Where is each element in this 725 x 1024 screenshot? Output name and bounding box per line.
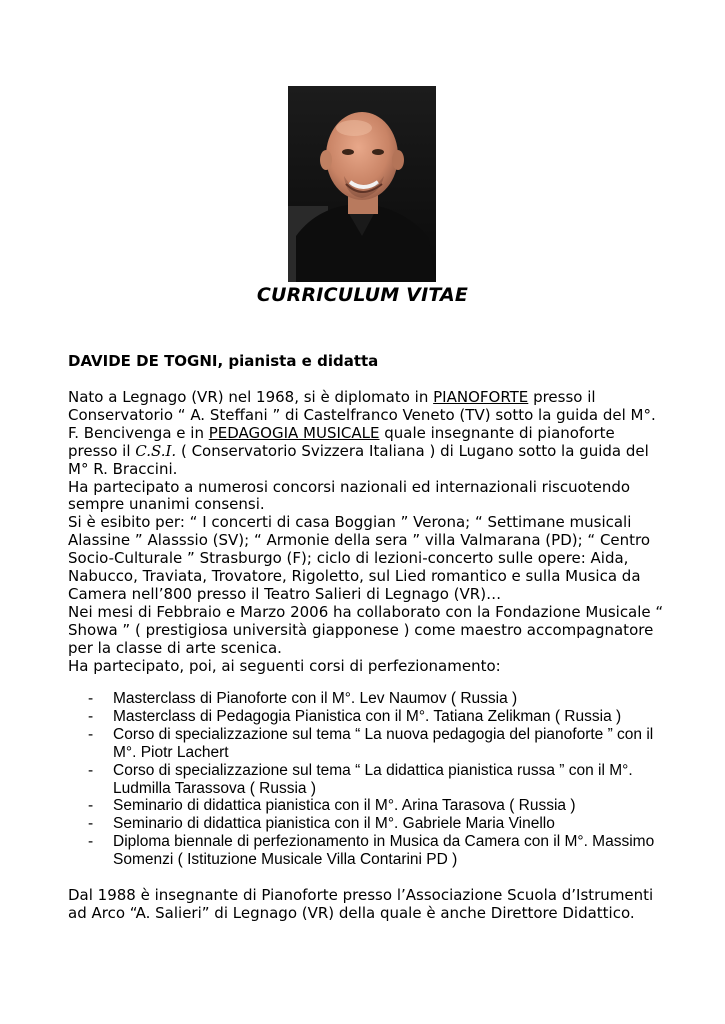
bio-text: Nato a Legnago (VR) nel 1968, si è diplomato in (68, 388, 434, 406)
bio-paragraph-courses-intro: Ha partecipato, poi, ai seguenti corsi di perfezionamento: (68, 656, 501, 675)
pianoforte-underlined: PIANOFORTE (433, 388, 529, 406)
document-title: CURRICULUM VITAE (256, 284, 469, 306)
bullet-dash: - (88, 725, 94, 743)
person-name-heading: DAVIDE DE TOGNI, pianista e didatta (68, 352, 379, 370)
course-text: Diploma biennale di perfezionamento in Musica da Camera con il M°. Massimo Somenzi ( Istituzione Musicale Villa Contarini PD ) (113, 833, 655, 869)
csi-abbreviation: C.S.I. (135, 441, 177, 460)
portrait-illustration (288, 86, 436, 282)
bio-paragraph-education (68, 389, 668, 479)
course-text: Corso di specializzazione sul tema “ La didattica pianistica russa ” con il M°. Ludmilla Tarassova ( Russia ) (113, 761, 633, 797)
bio-text: ( Conservatorio Svizzera Italiana ) di Lugano sotto la guida del M° R. Braccini. (68, 441, 649, 478)
bullet-dash: - (88, 690, 94, 707)
list-item (68, 690, 668, 708)
bio-text: presso il Conservatorio “ A. Steffani ” di Castelfranco Veneto (TV) sotto la guida del M°. F. Bencivenga e in (68, 388, 656, 442)
bio-paragraph-performances: Si è esibito per: “ I concerti di casa Boggian ” Verona; “ Settimane musicali Alassine ” Alasssio (SV); “ Armonie della sera ” villa Valmarana (PD); “ Centro Socio-Culturale ” Strasburgo (F); ciclo di lezioni-concerto sulle opere: Aida, Nabucco, Traviata, Trovatore, Rigoletto, sul Lied romantico e sulla Musica da Camera nell’800 presso il Teatro Salieri di Legnago (VR)… (68, 513, 651, 603)
list-item (68, 708, 668, 726)
bio-paragraph-showa: Nei mesi di Febbraio e Marzo 2006 ha collaborato con la Fondazione Musicale “ Showa ” ( prestigiosa università giapponese ) come maestro accompagnatore per la classe di arte scenica. (68, 602, 664, 657)
pedagogia-underlined: PEDAGOGIA MUSICALE (208, 423, 380, 442)
list-item (68, 833, 668, 869)
bullet-dash: - (88, 761, 94, 779)
list-item (68, 815, 668, 833)
bio-paragraph-competitions: Ha partecipato a numerosi concorsi nazionali ed internazionali riscuotendo sempre unanimi consensi. (68, 477, 631, 514)
course-text: Masterclass di Pianoforte con il M°. Lev Naumov ( Russia ) (113, 690, 518, 707)
bullet-dash: - (88, 707, 94, 725)
list-item (68, 762, 668, 798)
list-item (68, 726, 668, 762)
biography-text (68, 389, 668, 676)
course-text: Corso di specializzazione sul tema “ La nuova pedagogia del pianoforte ” con il M°. Piotr Lachert (113, 725, 654, 761)
bullet-dash: - (88, 833, 94, 851)
list-item (68, 797, 668, 815)
closing-paragraph: Dal 1988 è insegnante di Pianoforte presso l’Associazione Scuola d’Istrumenti ad Arco “A. Salieri” di Legnago (VR) della quale è anche Direttore Didattico. (68, 886, 654, 922)
course-text: Masterclass di Pedagogia Pianistica con il M°. Tatiana Zelikman ( Russia ) (113, 707, 622, 725)
courses-list (68, 690, 668, 869)
portrait-photo (288, 86, 436, 282)
course-text: Seminario di didattica pianistica con il M°. Gabriele Maria Vinello (113, 815, 555, 833)
course-text: Seminario di didattica pianistica con il M°. Arina Tarasova ( Russia ) (113, 797, 576, 815)
bullet-dash: - (88, 815, 94, 833)
bio-text: quale insegnante di pianoforte presso il (68, 423, 615, 460)
bullet-dash: - (88, 797, 94, 815)
